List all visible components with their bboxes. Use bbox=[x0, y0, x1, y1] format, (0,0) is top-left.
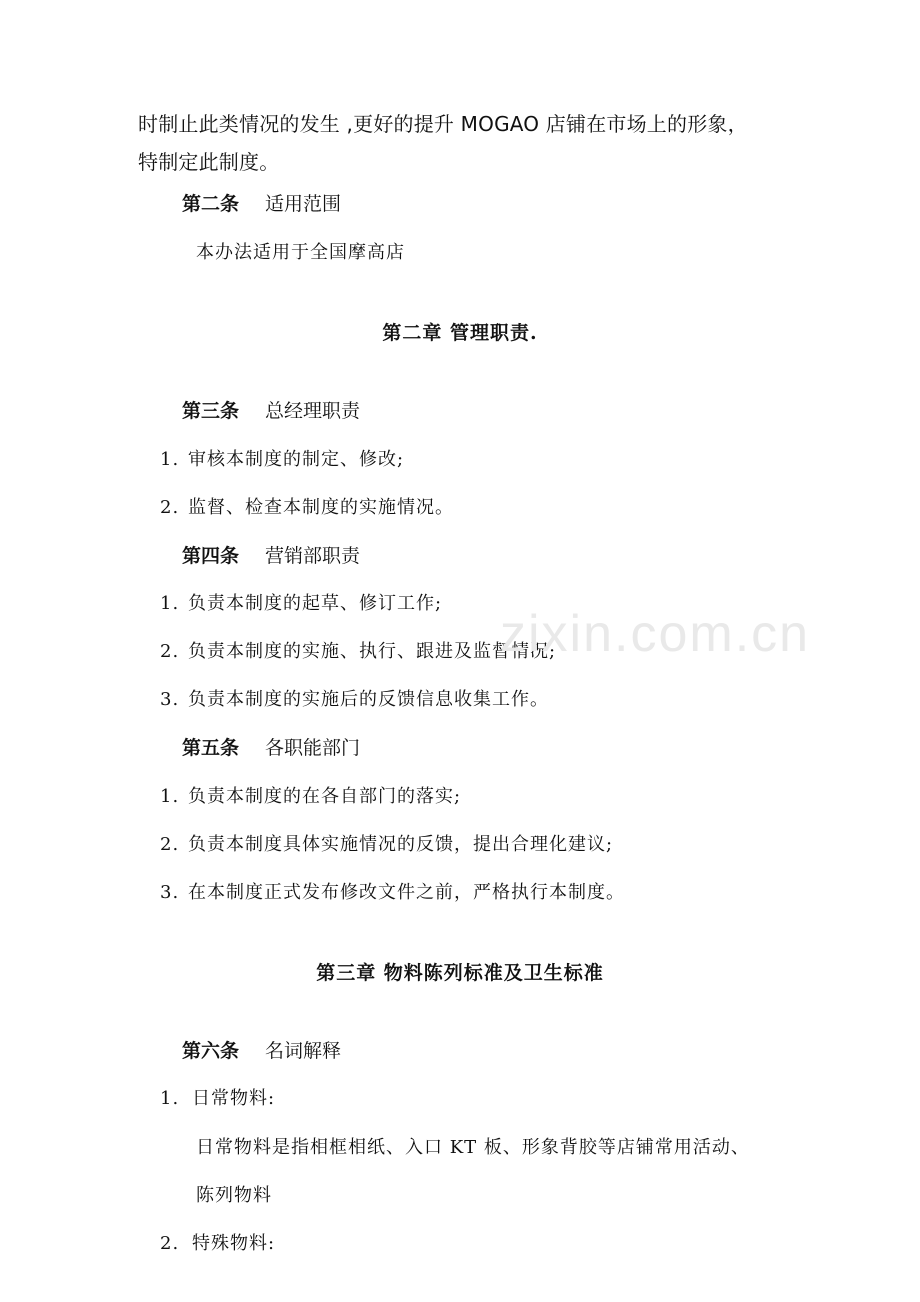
definition-text-line-2: 陈列物料 bbox=[196, 1185, 272, 1206]
list-item: 2. 负责本制度具体实施情况的反馈，提出合理化建议; bbox=[160, 834, 614, 855]
watermark: zixin.com.cn bbox=[500, 605, 811, 663]
article-4-heading bbox=[182, 541, 360, 568]
article-2-body: 本办法适用于全国摩高店 bbox=[196, 242, 405, 263]
list-item: 2. 负责本制度的实施、执行、跟进及监督情况; bbox=[160, 641, 557, 662]
article-number: 第五条 bbox=[182, 737, 240, 759]
article-2-heading bbox=[182, 189, 341, 216]
list-item: 1. 审核本制度的制定、修改; bbox=[160, 449, 405, 470]
article-5-heading bbox=[182, 733, 360, 760]
article-3-heading bbox=[182, 396, 360, 423]
list-item: 1. 日常物料: bbox=[160, 1088, 276, 1109]
list-item: 2. 特殊物料: bbox=[160, 1233, 276, 1254]
list-item: 1. 负责本制度的在各自部门的落实; bbox=[160, 786, 462, 807]
article-number: 第四条 bbox=[182, 545, 240, 567]
article-number: 第二条 bbox=[182, 193, 240, 215]
list-item: 3. 负责本制度的实施后的反馈信息收集工作。 bbox=[160, 689, 549, 710]
article-6-heading bbox=[182, 1036, 341, 1063]
article-title: 适用范围 bbox=[265, 193, 342, 215]
list-item: 1. 负责本制度的起草、修订工作; bbox=[160, 593, 443, 614]
list-item: 3. 在本制度正式发布修改文件之前，严格执行本制度。 bbox=[160, 882, 625, 903]
list-item: 2. 监督、检查本制度的实施情况。 bbox=[160, 497, 454, 518]
article-title: 营销部职责 bbox=[265, 545, 361, 567]
article-number: 第三条 bbox=[182, 400, 240, 422]
intro-line-2: 特制定此制度。 bbox=[138, 150, 280, 174]
chapter-2-title: 第二章 管理职责. bbox=[382, 322, 538, 344]
article-title: 名词解释 bbox=[265, 1040, 342, 1062]
intro-line-1: 时制止此类情况的发生 ,更好的提升 MOGAO 店铺在市场上的形象， bbox=[138, 112, 748, 136]
chapter-3-title: 第三章 物料陈列标准及卫生标准 bbox=[316, 962, 604, 984]
article-title: 各职能部门 bbox=[265, 737, 361, 759]
definition-text-line-1: 日常物料是指相框相纸、入口 KT 板、形象背胶等店铺常用活动、 bbox=[196, 1137, 750, 1158]
article-title: 总经理职责 bbox=[265, 400, 361, 422]
article-number: 第六条 bbox=[182, 1040, 240, 1062]
